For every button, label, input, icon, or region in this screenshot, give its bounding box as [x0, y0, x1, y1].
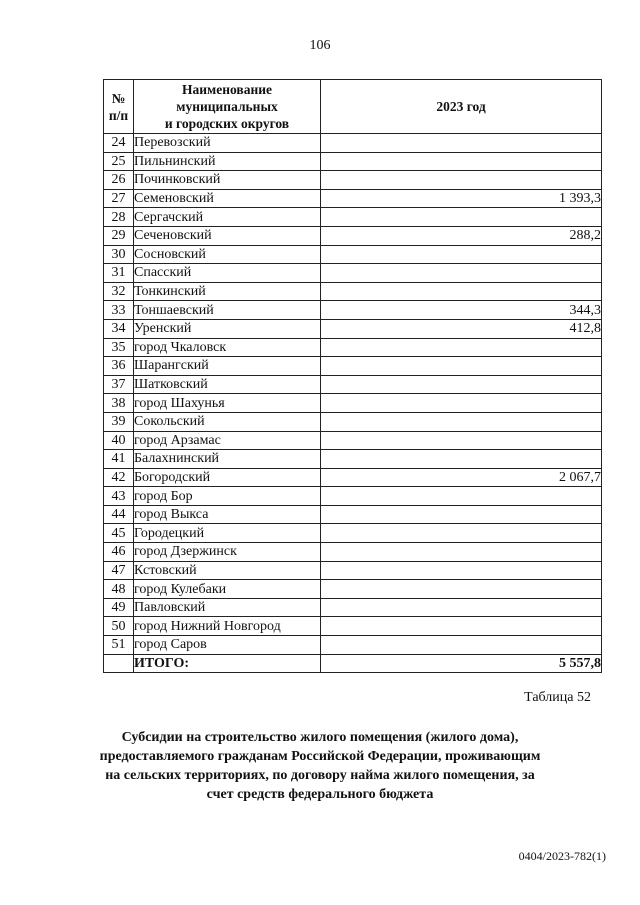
row-name: город Дзержинск: [134, 543, 321, 562]
table-row: [104, 580, 602, 599]
table-row: [104, 208, 602, 227]
row-value: [321, 152, 602, 171]
row-name: Спасский: [134, 264, 321, 283]
table-row: [104, 468, 602, 487]
row-number: 47: [104, 561, 134, 580]
row-value: 1 393,3: [321, 189, 602, 208]
row-number: 30: [104, 245, 134, 264]
row-number: 28: [104, 208, 134, 227]
row-name: Сергачский: [134, 208, 321, 227]
row-number: 48: [104, 580, 134, 599]
row-value: [321, 543, 602, 562]
row-name: Перевозский: [134, 134, 321, 153]
subsidy-table: [103, 79, 602, 673]
row-value: [321, 636, 602, 655]
table-row: [104, 431, 602, 450]
table-row: [104, 189, 602, 208]
table-row: [104, 319, 602, 338]
caption-line: Субсидии на строительство жилого помещения (жилого дома),: [121, 730, 519, 745]
row-value: [321, 450, 602, 469]
row-number: 50: [104, 617, 134, 636]
page-number: 106: [309, 38, 331, 53]
table-row: [104, 505, 602, 524]
row-number: 35: [104, 338, 134, 357]
row-number: 49: [104, 598, 134, 617]
row-name: город Бор: [134, 487, 321, 506]
row-number: 41: [104, 450, 134, 469]
row-name: Тонкинский: [134, 282, 321, 301]
total-row: [104, 654, 602, 673]
table-row: [104, 487, 602, 506]
table-row: [104, 450, 602, 469]
row-number: 33: [104, 301, 134, 320]
header-name: [134, 80, 321, 134]
table-row: [104, 152, 602, 171]
row-number: 43: [104, 487, 134, 506]
row-name: Семеновский: [134, 189, 321, 208]
table-row: [104, 636, 602, 655]
row-value: [321, 617, 602, 636]
row-number: 34: [104, 319, 134, 338]
table-row: [104, 375, 602, 394]
table-row: [104, 524, 602, 543]
row-value: [321, 505, 602, 524]
row-number: 46: [104, 543, 134, 562]
row-name: Пильнинский: [134, 152, 321, 171]
row-name: Богородский: [134, 468, 321, 487]
table-row: [104, 264, 602, 283]
table-row: [104, 561, 602, 580]
row-name: город Нижний Новгород: [134, 617, 321, 636]
row-name: город Саров: [134, 636, 321, 655]
caption-line: на сельских территориях, по договору найма жилого помещения, за: [105, 768, 535, 783]
row-name: Тоншаевский: [134, 301, 321, 320]
row-value: [321, 171, 602, 190]
row-number: 25: [104, 152, 134, 171]
row-number: 27: [104, 189, 134, 208]
header-name-line: и городских округов: [164, 116, 290, 131]
row-value: 288,2: [321, 226, 602, 245]
header-num-line: п/п: [108, 107, 129, 123]
row-number: 31: [104, 264, 134, 283]
total-label: ИТОГО:: [134, 654, 321, 673]
table-row: [104, 226, 602, 245]
table-row: [104, 598, 602, 617]
header-name-line: Наименование: [182, 82, 272, 97]
row-name: город Выкса: [134, 505, 321, 524]
row-name: Уренский: [134, 319, 321, 338]
row-name: Починковский: [134, 171, 321, 190]
table-row: [104, 171, 602, 190]
table-row: [104, 338, 602, 357]
row-name: Шарангский: [134, 357, 321, 376]
row-name: город Шахунья: [134, 394, 321, 413]
row-name: Сосновский: [134, 245, 321, 264]
table-row: [104, 245, 602, 264]
row-name: город Кулебаки: [134, 580, 321, 599]
row-value: 344,3: [321, 301, 602, 320]
table-row: [104, 357, 602, 376]
row-number: 37: [104, 375, 134, 394]
total-value: 5 557,8: [321, 654, 602, 673]
row-number: 40: [104, 431, 134, 450]
row-number: 26: [104, 171, 134, 190]
row-number: 45: [104, 524, 134, 543]
row-value: 412,8: [321, 319, 602, 338]
row-value: [321, 208, 602, 227]
row-number: 39: [104, 412, 134, 431]
document-code: 0404/2023-782(1): [518, 849, 606, 863]
table-row: [104, 617, 602, 636]
row-name: город Арзамас: [134, 431, 321, 450]
table-header-row: [104, 80, 602, 134]
row-name: Балахнинский: [134, 450, 321, 469]
row-number: 24: [104, 134, 134, 153]
row-value: [321, 487, 602, 506]
row-value: 2 067,7: [321, 468, 602, 487]
table-row: [104, 301, 602, 320]
total-num-cell: [104, 654, 134, 673]
table-body: [104, 134, 602, 655]
row-name: Павловский: [134, 598, 321, 617]
row-name: город Чкаловск: [134, 338, 321, 357]
table-label: Таблица 52: [524, 690, 591, 705]
row-number: 38: [104, 394, 134, 413]
row-name: Шатковский: [134, 375, 321, 394]
row-value: [321, 282, 602, 301]
row-name: Сокольский: [134, 412, 321, 431]
row-value: [321, 134, 602, 153]
row-value: [321, 561, 602, 580]
row-value: [321, 338, 602, 357]
row-value: [321, 598, 602, 617]
row-value: [321, 524, 602, 543]
row-value: [321, 245, 602, 264]
row-value: [321, 431, 602, 450]
header-name-line: муниципальных: [176, 99, 278, 114]
row-value: [321, 580, 602, 599]
caption-line: счет средств федерального бюджета: [206, 787, 434, 802]
row-value: [321, 375, 602, 394]
table-row: [104, 412, 602, 431]
table-row: [104, 134, 602, 153]
row-number: 42: [104, 468, 134, 487]
table-row: [104, 543, 602, 562]
row-number: 51: [104, 636, 134, 655]
row-value: [321, 357, 602, 376]
table-row: [104, 394, 602, 413]
row-number: 29: [104, 226, 134, 245]
row-value: [321, 412, 602, 431]
row-value: [321, 264, 602, 283]
row-number: 36: [104, 357, 134, 376]
row-name: Кстовский: [134, 561, 321, 580]
caption-line: предоставляемого гражданам Российской Федерации, проживающим: [99, 749, 541, 764]
row-name: Городецкий: [134, 524, 321, 543]
header-num-line: №: [111, 90, 126, 106]
row-number: 32: [104, 282, 134, 301]
row-value: [321, 394, 602, 413]
header-num: [104, 80, 134, 134]
row-number: 44: [104, 505, 134, 524]
table-caption: [90, 728, 550, 804]
table-row: [104, 282, 602, 301]
header-year: 2023 год: [321, 80, 602, 134]
row-name: Сеченовский: [134, 226, 321, 245]
